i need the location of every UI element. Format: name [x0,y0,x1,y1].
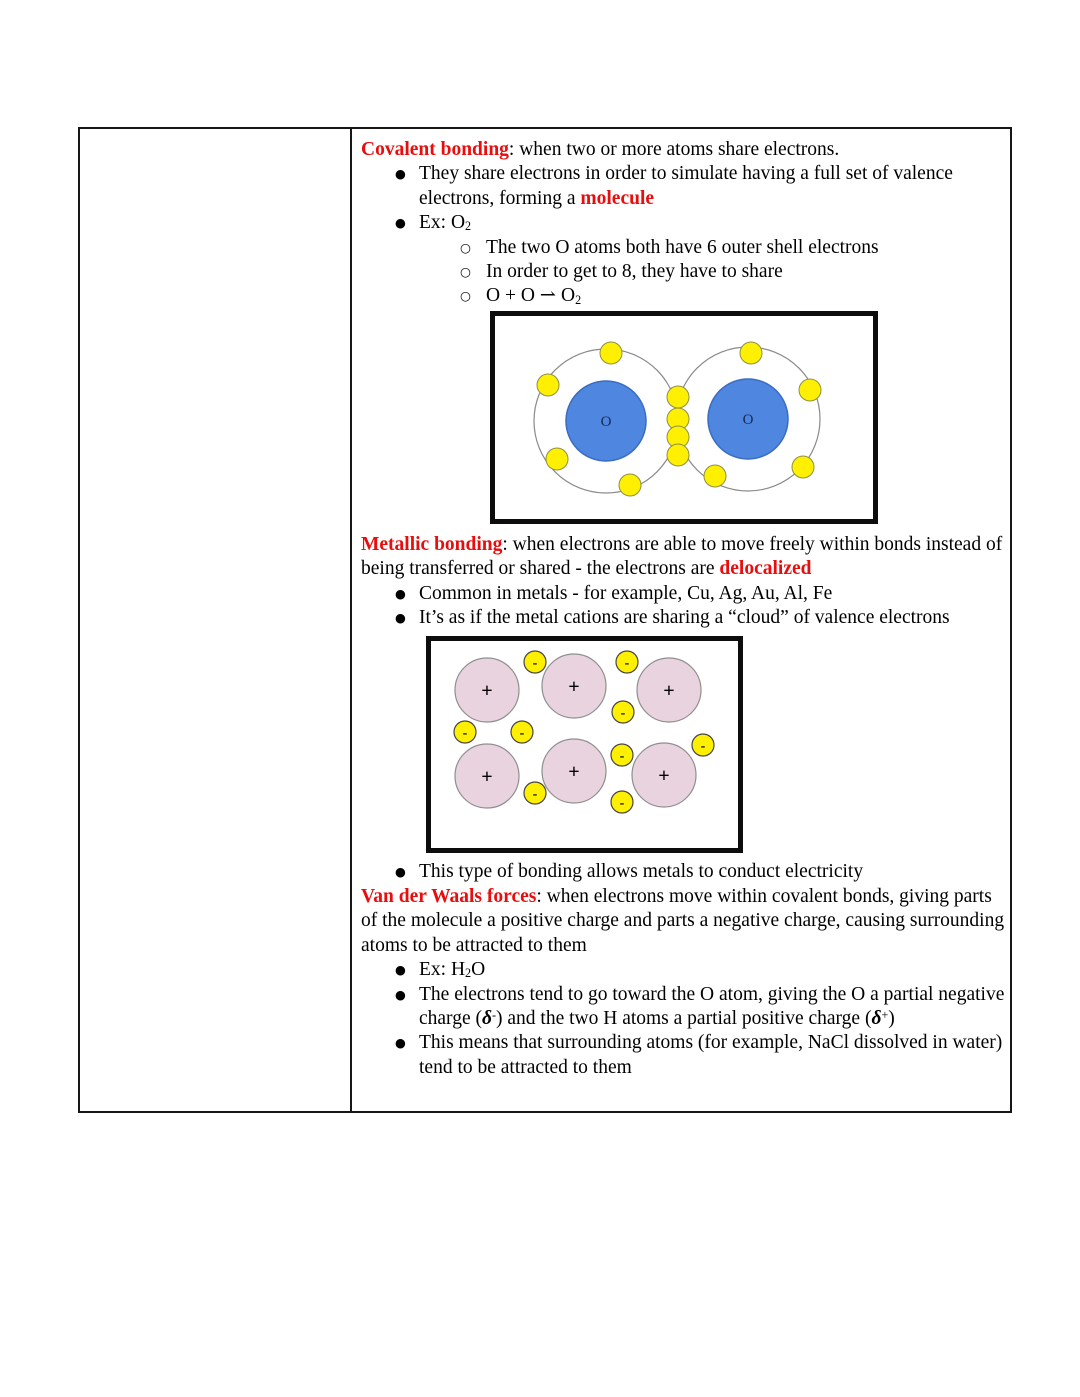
covalent-bonding-diagram [490,311,878,524]
list-item [361,860,1008,884]
list-item [361,983,1008,1032]
notes-table [78,127,1012,1113]
list-item [361,260,1008,284]
disc-bullet-icon: ● [395,585,406,601]
vdw-bullet-example-h2o: Ex: $H_2O$ [419,959,486,981]
vanderwaals-heading-paragraph: Van der Waals forces: when electrons move within covalent bonds, giving parts of the molecule a positive charge and parts a negative charge, causing surrounding atoms to be attracted to them [361,885,1005,956]
cation-plus-label: + [568,761,580,784]
oxygen-atom-label: O [742,411,754,428]
metallic-bullet-conduct: This type of bonding allows metals to conduct electricity [419,861,864,883]
cation-plus-label: + [481,766,493,789]
list-item [361,582,1008,606]
metallic-diagram-svg [431,641,738,848]
list-item [361,236,1008,260]
covalent-subbullet-outer-shell: The two O atoms both have 6 outer shell electrons [486,236,879,258]
electron-minus-label: - [619,749,625,765]
disc-bullet-icon: ● [395,1035,406,1051]
table-cell-content [352,129,1010,1111]
covalent-subbullet-equation: O + O ⇀ $O_2$ [486,285,582,307]
electron [537,374,559,396]
electron-minus-label: - [700,739,706,755]
disc-bullet-icon: ● [395,166,406,182]
electron [600,342,622,364]
disc-bullet-icon: ● [395,215,406,231]
electron-minus-label: - [620,706,626,722]
circle-bullet-icon: ○ [460,239,471,255]
electron [704,465,726,487]
cation-plus-label: + [658,765,670,788]
list-item [361,958,1008,982]
disc-bullet-icon: ● [395,962,406,978]
covalent-diagram-svg [495,316,873,519]
cation-plus-label: + [663,680,675,703]
electron [667,386,689,408]
electron [792,456,814,478]
vdw-bullet-attraction: This means that surrounding atoms (for example, NaCl dissolved in water) tend to be attracted to them [419,1032,1003,1078]
list-item [361,211,1008,235]
table-cell-empty [80,129,352,1111]
cation-plus-label: + [481,680,493,703]
electron-minus-label: - [624,656,630,672]
metallic-bullet-common-metals: Common in metals - for example, Cu, Ag, Au, Al, Fe [419,582,833,604]
electron [799,379,821,401]
electron-minus-label: - [519,726,525,742]
oxygen-atom-label: O [600,413,612,430]
list-item [361,1031,1008,1080]
metallic-heading-paragraph: Metallic bonding: when electrons are able to move freely within bonds instead of being transferred or shared - the electrons are delocalized [361,533,1003,580]
vdw-bullet-partial-charges: The electrons tend to go toward the O atom, giving the O a partial negative charge (δ-) and the two H atoms a partial positive charge (δ+) [419,983,1005,1029]
metallic-bonding-diagram [426,636,743,853]
list-item [361,606,1008,630]
electron [740,342,762,364]
covalent-subbullet-get-to-8: In order to get to 8, they have to share [486,261,783,283]
electron [546,448,568,470]
disc-bullet-icon: ● [395,864,406,880]
circle-bullet-icon: ○ [460,288,471,304]
metallic-bullet-cloud: It’s as if the metal cations are sharing a “cloud” of valence electrons [419,607,950,629]
list-item [361,284,1008,308]
electron-minus-label: - [619,796,625,812]
electron-minus-label: - [462,726,468,742]
covalent-bullet-share: They share electrons in order to simulate having a full set of valence electrons, forming a molecule [419,163,953,209]
disc-bullet-icon: ● [395,610,406,626]
disc-bullet-icon: ● [395,986,406,1002]
covalent-bullet-example-o2: Ex: $O_2$ [419,212,472,234]
electron-minus-label: - [532,656,538,672]
cation-plus-label: + [568,676,580,699]
covalent-heading-paragraph: Covalent bonding: when two or more atoms share electrons. [361,139,840,160]
electron-minus-label: - [532,787,538,803]
list-item [361,162,1008,211]
electron [667,444,689,466]
circle-bullet-icon: ○ [460,264,471,280]
electron [619,474,641,496]
